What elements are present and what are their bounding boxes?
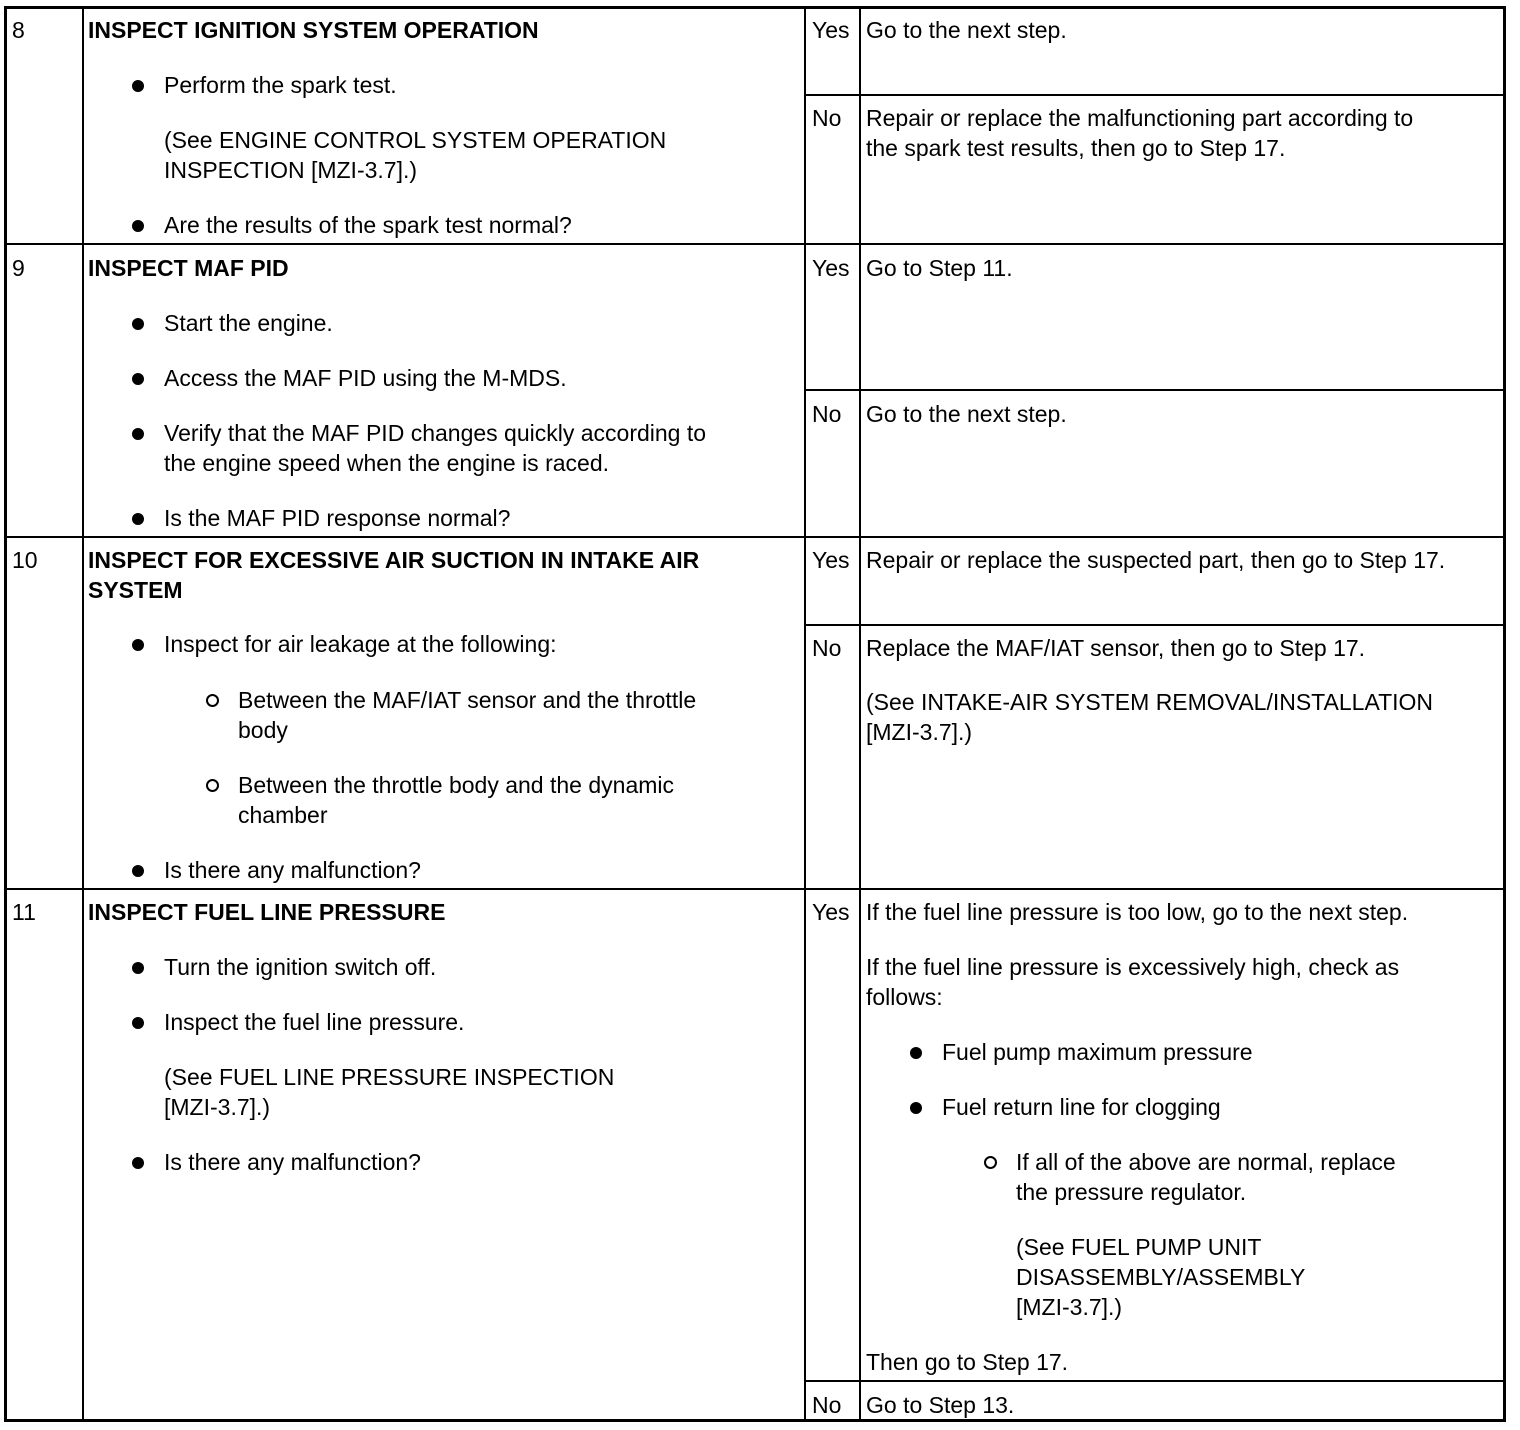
no-label: No [812, 401, 842, 427]
step-number: 8 [12, 17, 25, 43]
instruction-question: Are the results of the spark test normal? [164, 212, 572, 238]
step-number: 9 [12, 255, 25, 281]
instruction-item: Access the MAF PID using the M-MDS. [164, 365, 567, 391]
no-action: Repair or replace the malfunctioning part according to [866, 105, 1414, 131]
row-divider [7, 888, 1503, 890]
no-label: No [812, 1392, 842, 1418]
reference-note: [MZI-3.7].) [866, 719, 973, 745]
no-label: No [812, 105, 842, 131]
sub-bullet-icon [206, 779, 219, 792]
bullet-icon [910, 1102, 922, 1114]
bullet-icon [132, 373, 144, 385]
sub-bullet-icon [206, 694, 219, 707]
reference-note: [MZI-3.7].) [1016, 1294, 1123, 1320]
row-divider [7, 243, 1503, 245]
reference-note: (See FUEL PUMP UNIT [1016, 1234, 1262, 1260]
instruction-item: Perform the spark test. [164, 72, 397, 98]
sub-item: If all of the above are normal, replace [1016, 1149, 1396, 1175]
yes-action: Then go to Step 17. [866, 1349, 1069, 1375]
no-action: Go to Step 13. [866, 1392, 1015, 1418]
bullet-icon [132, 962, 144, 974]
reference-note: INSPECTION [MZI-3.7].) [164, 157, 418, 183]
row-divider [7, 536, 1503, 538]
step-title: INSPECT IGNITION SYSTEM OPERATION [88, 17, 539, 43]
troubleshooting-table [4, 6, 1506, 1422]
instruction-item: Start the engine. [164, 310, 333, 336]
yes-action: follows: [866, 984, 943, 1010]
sub-item: Between the MAF/IAT sensor and the throttle [238, 687, 697, 713]
instruction-item: Verify that the MAF PID changes quickly according to [164, 420, 707, 446]
yes-no-divider [804, 624, 1503, 626]
check-item: Fuel pump maximum pressure [942, 1039, 1253, 1065]
step-title: SYSTEM [88, 577, 183, 603]
yes-label: Yes [812, 899, 850, 925]
reference-note: (See INTAKE-AIR SYSTEM REMOVAL/INSTALLATION [866, 689, 1434, 715]
yes-action: Repair or replace the suspected part, then go to Step 17. [866, 547, 1446, 573]
column-divider [804, 9, 806, 1419]
step-title: INSPECT MAF PID [88, 255, 289, 281]
bullet-icon [132, 428, 144, 440]
bullet-icon [910, 1047, 922, 1059]
sub-item: chamber [238, 802, 328, 828]
instruction-item: Inspect the fuel line pressure. [164, 1009, 465, 1035]
bullet-icon [132, 1157, 144, 1169]
step-number: 11 [12, 899, 36, 925]
column-divider [859, 9, 861, 1419]
yes-no-divider [804, 1380, 1503, 1382]
instruction-item: the engine speed when the engine is raced. [164, 450, 609, 476]
instruction-question: Is there any malfunction? [164, 1149, 421, 1175]
bullet-icon [132, 865, 144, 877]
no-label: No [812, 635, 842, 661]
sub-item: Between the throttle body and the dynamic [238, 772, 675, 798]
yes-label: Yes [812, 547, 850, 573]
sub-item: the pressure regulator. [1016, 1179, 1247, 1205]
step-title: INSPECT FOR EXCESSIVE AIR SUCTION IN INTAKE AIR [88, 547, 700, 573]
no-action: Replace the MAF/IAT sensor, then go to Step 17. [866, 635, 1366, 661]
sub-item: body [238, 717, 288, 743]
bullet-icon [132, 220, 144, 232]
no-action: Go to the next step. [866, 401, 1067, 427]
instruction-item: Turn the ignition switch off. [164, 954, 437, 980]
column-divider [82, 9, 84, 1419]
step-title: INSPECT FUEL LINE PRESSURE [88, 899, 446, 925]
sub-bullet-icon [984, 1156, 997, 1169]
yes-no-divider [804, 94, 1503, 96]
check-item: Fuel return line for clogging [942, 1094, 1221, 1120]
yes-no-divider [804, 389, 1503, 391]
instruction-question: Is the MAF PID response normal? [164, 505, 511, 531]
step-number: 10 [12, 547, 38, 573]
instruction-question: Is there any malfunction? [164, 857, 421, 883]
reference-note: DISASSEMBLY/ASSEMBLY [1016, 1264, 1306, 1290]
instruction-item: Inspect for air leakage at the following: [164, 631, 557, 657]
reference-note: (See FUEL LINE PRESSURE INSPECTION [164, 1064, 615, 1090]
no-action: the spark test results, then go to Step 17. [866, 135, 1286, 161]
yes-action: Go to the next step. [866, 17, 1067, 43]
bullet-icon [132, 318, 144, 330]
yes-label: Yes [812, 17, 850, 43]
reference-note: (See ENGINE CONTROL SYSTEM OPERATION [164, 127, 667, 153]
bullet-icon [132, 513, 144, 525]
yes-action: If the fuel line pressure is too low, go to the next step. [866, 899, 1409, 925]
reference-note: [MZI-3.7].) [164, 1094, 271, 1120]
yes-action: If the fuel line pressure is excessively high, check as [866, 954, 1400, 980]
bullet-icon [132, 80, 144, 92]
yes-action: Go to Step 11. [866, 255, 1013, 281]
bullet-icon [132, 1017, 144, 1029]
yes-label: Yes [812, 255, 850, 281]
bullet-icon [132, 639, 144, 651]
